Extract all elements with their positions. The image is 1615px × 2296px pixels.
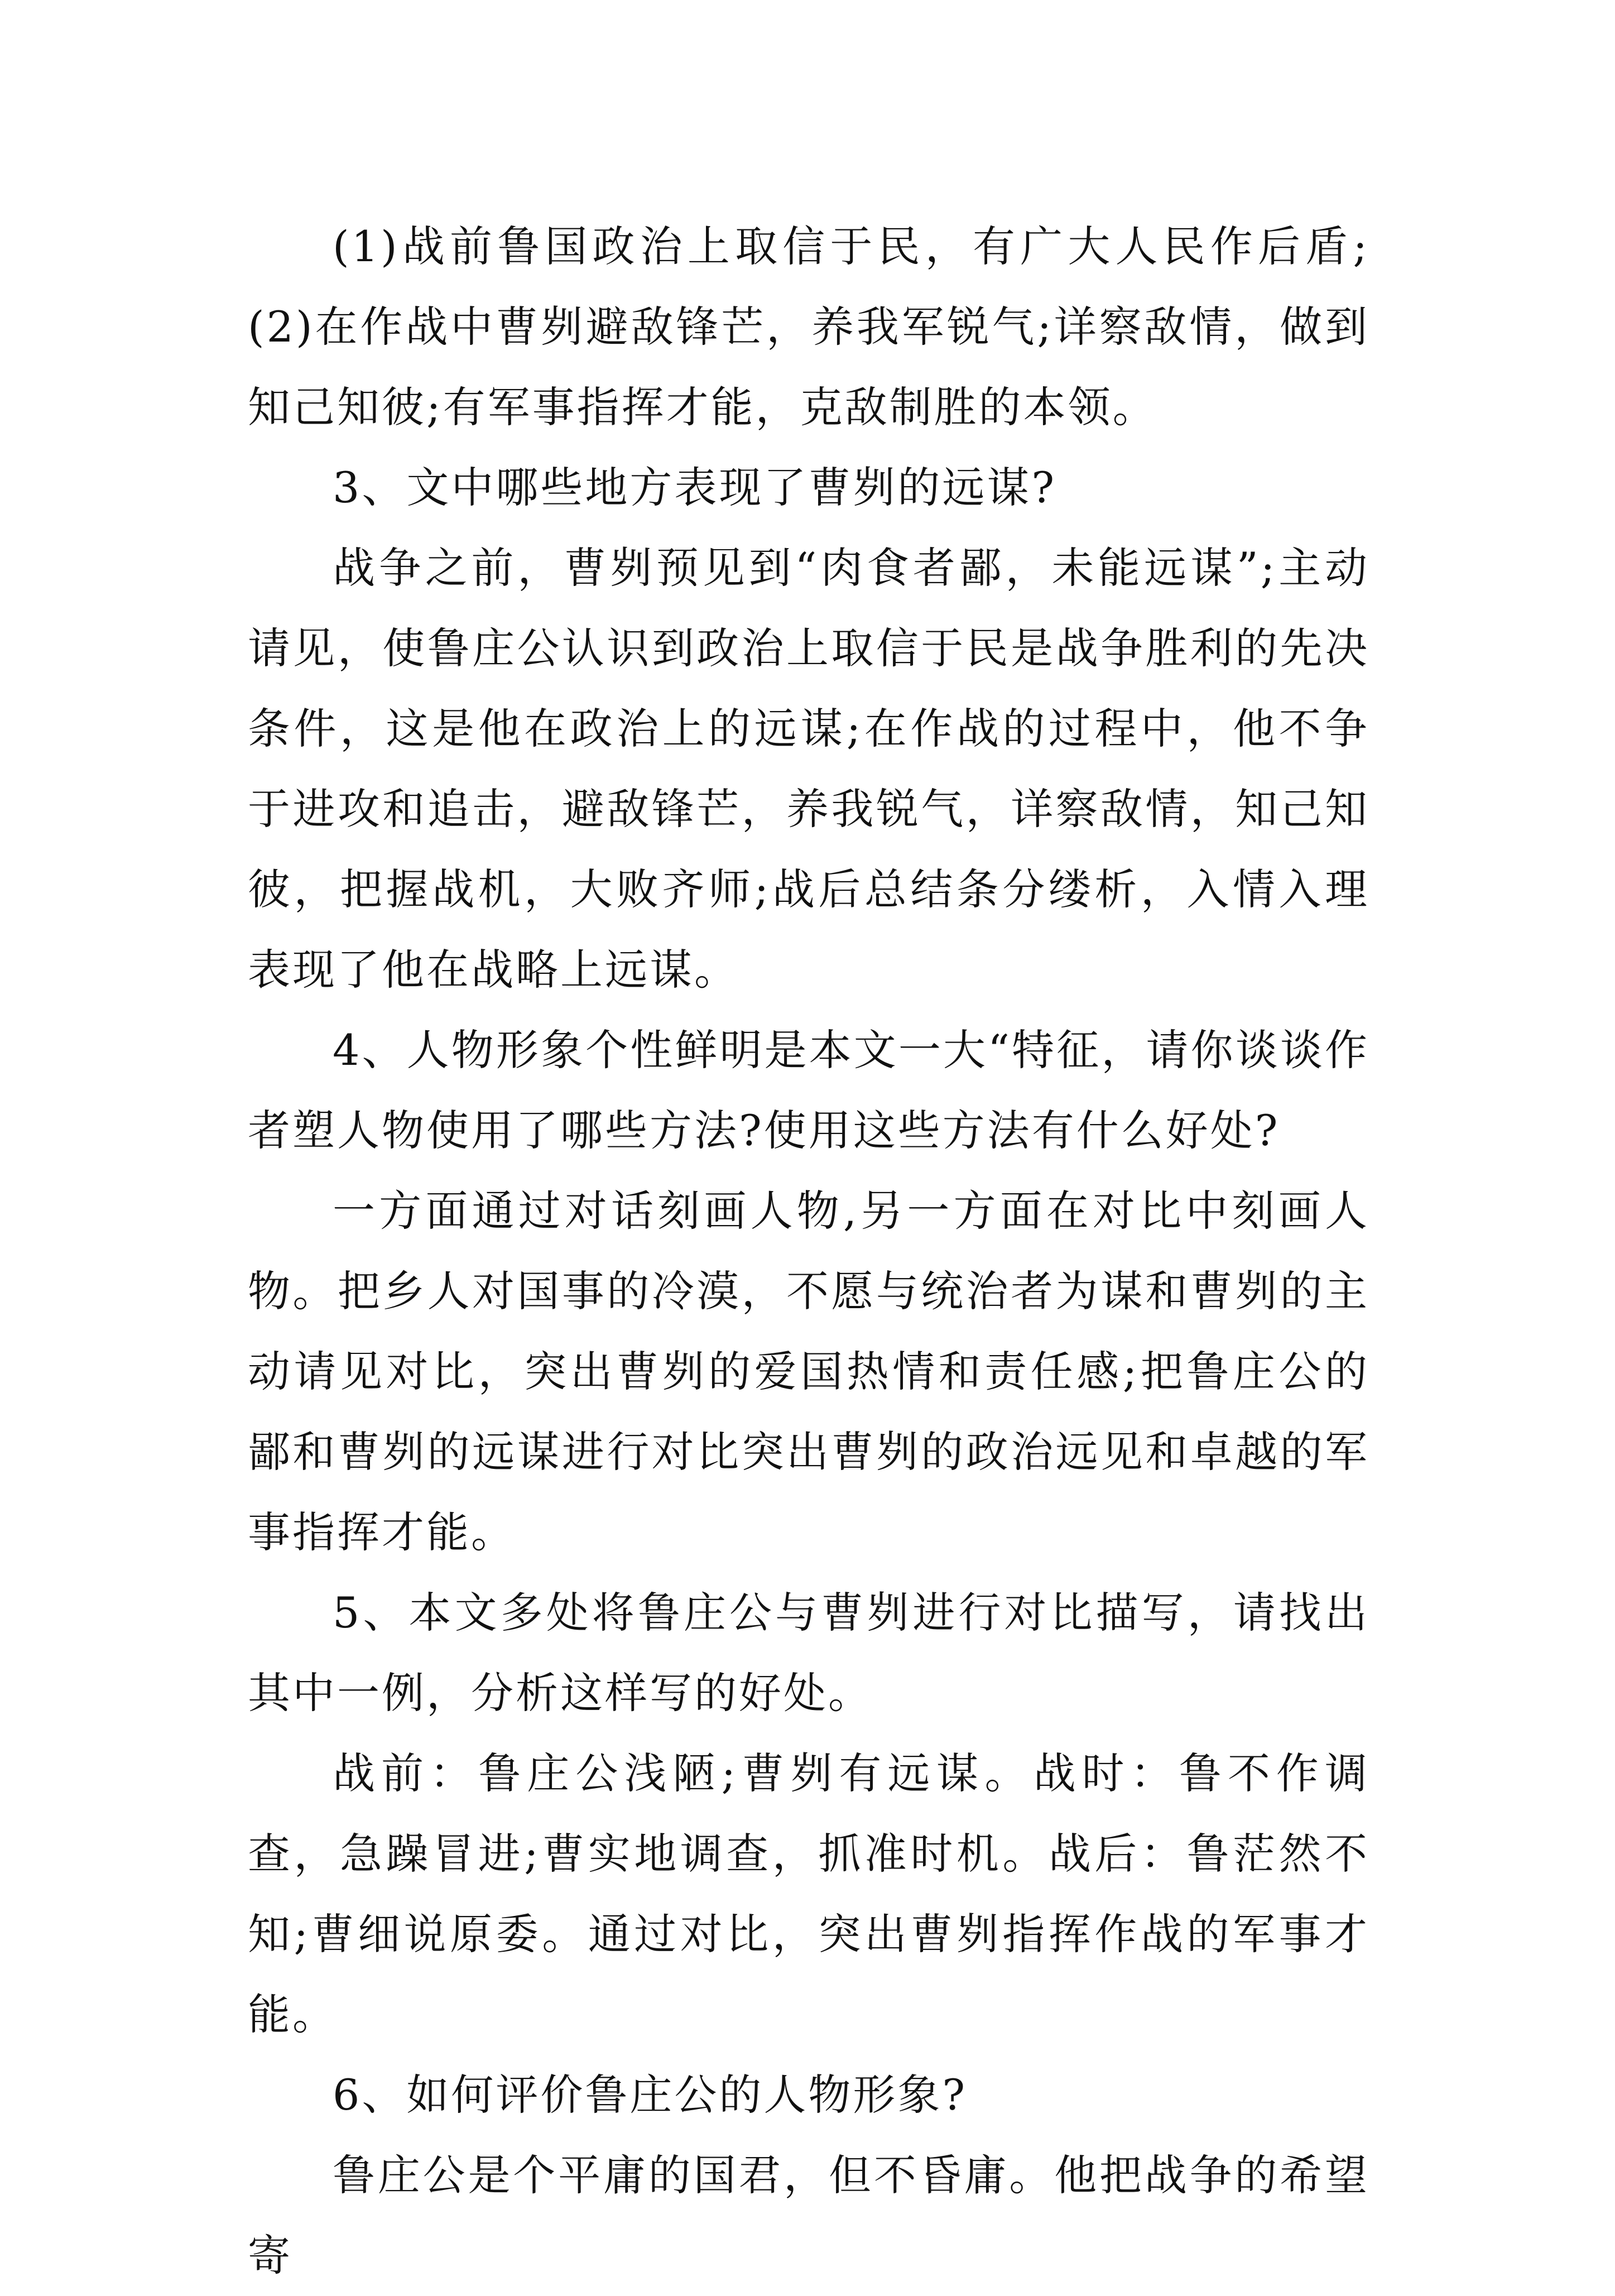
answer-paragraph-3: 战争之前，曹刿预见到“肉食者鄙，未能远谋”;主动请见，使鲁庄公认识到政治上取信于民是战争胜利的先决条件，这是他在政治上的远谋;在作战的过程中，他不争于进攻和追击，避敌锋芒，养我锐气，详察敌情，知己知彼，把握战机，大败齐师;战后总结条分缕析，入情入理表现了他在战略上远谋。 <box>248 543 1369 995</box>
answer-paragraph-5: 战前：鲁庄公浅陋;曹刿有远谋。战时：鲁不作调查，急躁冒进;曹实地调查，抓准时机。战后：鲁茫然不知;曹细说原委。通过对比，突出曹刿指挥作战的军事才能。 <box>248 1749 1369 2039</box>
question-3: 3、文中哪些地方表现了曹刿的远谋? <box>333 463 1057 512</box>
question-6: 6、如何评价鲁庄公的人物形象? <box>333 2070 968 2120</box>
document-body <box>248 206 1369 2296</box>
question-5: 5、本文多处将鲁庄公与曹刿进行对比描写，请找出其中一例，分析这样写的好处。 <box>248 1588 1369 1718</box>
answer-paragraph-1: (1)战前鲁国政治上取信于民，有广大人民作后盾;(2)在作战中曹刿避敌锋芒，养我军锐气;详察敌情，做到知己知彼;有军事指挥才能，克敌制胜的本领。 <box>248 222 1369 432</box>
answer-paragraph-6: 鲁庄公是个平庸的国君，但不昏庸。他把战争的希望寄 <box>248 2150 1369 2280</box>
question-4: 4、人物形象个性鲜明是本文一大“特征，请你谈谈作者塑人物使用了哪些方法?使用这些方法有什么好处? <box>248 1025 1369 1155</box>
answer-paragraph-4: 一方面通过对话刻画人物,另一方面在对比中刻画人物。把乡人对国事的冷漠，不愿与统治者为谋和曹刿的主动请见对比，突出曹刿的爱国热情和责任感;把鲁庄公的鄙和曹刿的远谋进行对比突出曹刿的政治远见和卓越的军事指挥才能。 <box>248 1186 1369 1557</box>
